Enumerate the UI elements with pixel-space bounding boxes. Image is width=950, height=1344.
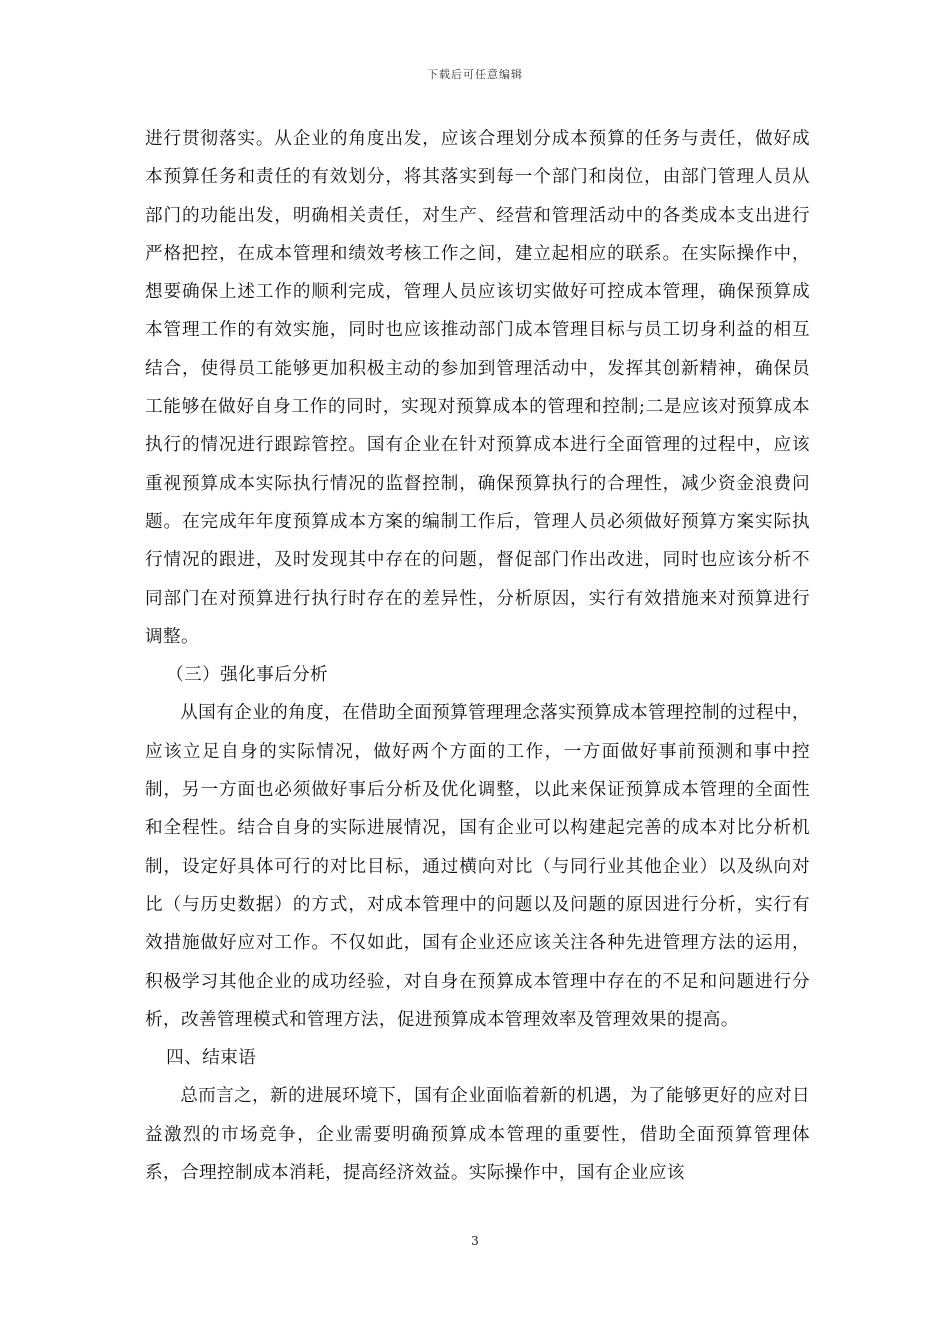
page-number: 3 xyxy=(471,1234,479,1248)
body-paragraph: 从国有企业的角度，在借助全面预算管理理念落实预算成本管理控制的过程中，应该立足自身的实际情况，做好两个方面的工作，一方面做好事前预测和事中控制，另一方面也必须做好事后分析及优化调整，以此来保证预算成本管理的全面性和全程性。结合自身的实际进展情况，国有企业可以构建起完善的成本对比分析机制，设定好具体可行的对比目标，通过横向对比（与同行业其他企业）以及纵向对比（与历史数据）的方式，对成本管理中的问题以及问题的原因进行分析，实行有效措施做好应对工作。不仅如此，国有企业还应该关注各种先进管理方法的运用，积极学习其他企业的成功经验，对自身在预算成本管理中存在的不足和问题进行分析，改善管理模式和管理方法，促进预算成本管理效率及管理效果的提高。 xyxy=(145,703,810,1030)
document-body xyxy=(145,120,810,1192)
body-paragraph: 进行贯彻落实。从企业的角度出发，应该合理划分成本预算的任务与责任，做好成本预算任务和责任的有效划分，将其落实到每一个部门和岗位，由部门管理人员从部门的功能出发，明确相关责任，对生产、经营和管理活动中的各类成本支出进行严格把控，在成本管理和绩效考核工作之间，建立起相应的联系。在实际操作中，想要确保上述工作的顺利完成，管理人员应该切实做好可控成本管理，确保预算成本管理工作的有效实施，同时也应该推动部门成本管理目标与员工切身利益的相互结合，使得员工能够更加积极主动的参加到管理活动中，发挥其创新精神，确保员工能够在做好自身工作的同时，实现对预算成本的管理和控制;二是应该对预算成本执行的情况进行跟踪管控。国有企业在针对预算成本进行全面管理的过程中，应该重视预算成本实际执行情况的监督控制，确保预算执行的合理性，减少资金浪费问题。在完成年年度预算成本方案的编制工作后，管理人员必须做好预算方案实际执行情况的跟进，及时发现其中存在的问题，督促部门作出改进，同时也应该分析不同部门在对预算进行执行时存在的差异性，分析原因，实行有效措施来对预算进行调整。 xyxy=(145,129,810,647)
page-header: 下载后可任意编辑 xyxy=(427,68,523,81)
section-heading: （三）强化事后分析 xyxy=(166,665,329,686)
body-paragraph: 总而言之，新的进展环境下，国有企业面临着新的机遇，为了能够更好的应对日益激烈的市场竞争，企业需要明确预算成本管理的重要性，借助全面预算管理体系，合理控制成本消耗，提高经济效益。实际操作中，国有企业应该 xyxy=(145,1086,810,1184)
section-heading: 四、结束语 xyxy=(166,1048,257,1069)
